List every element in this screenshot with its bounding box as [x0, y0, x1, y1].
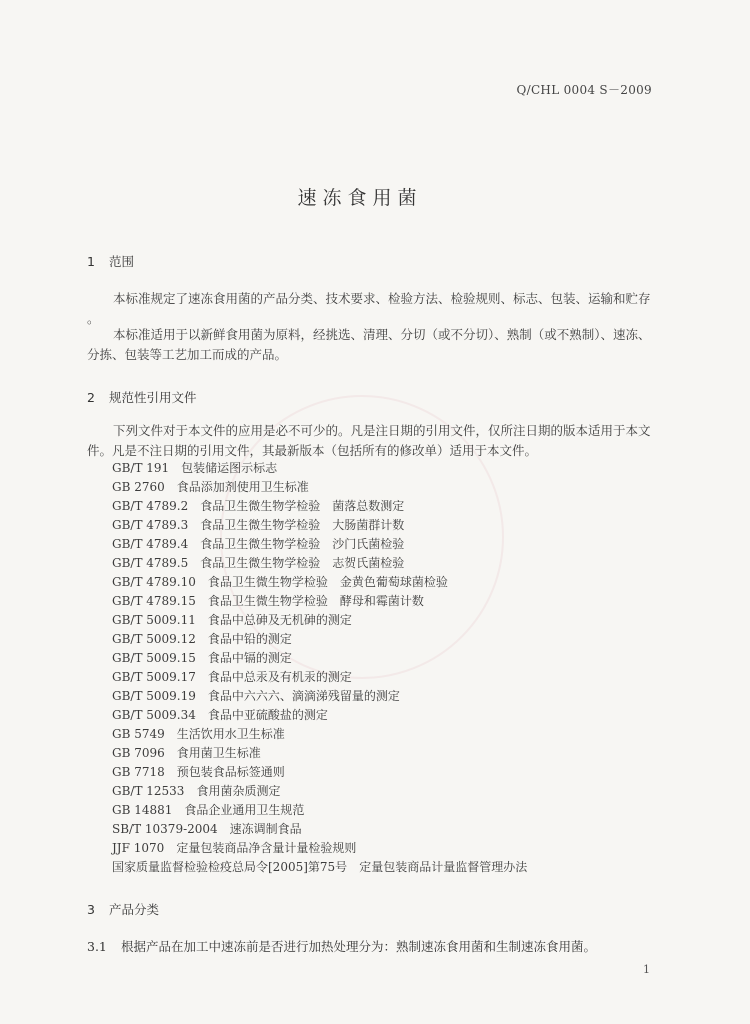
- reference-title: 食品中镉的测定: [207, 651, 292, 665]
- reference-title: 定量包装商品净含量计量检验规则: [176, 841, 357, 855]
- reference-code: GB/T 4789.2: [112, 499, 189, 513]
- reference-title: 速冻调制食品: [229, 822, 302, 836]
- document-number: Q/CHL 0004 S－2009: [516, 83, 652, 97]
- reference-item: [112, 573, 527, 592]
- page-number: 1: [643, 963, 650, 976]
- reference-item: [112, 478, 527, 497]
- reference-item: [112, 858, 527, 877]
- reference-code: GB 14881: [112, 803, 173, 817]
- reference-code: GB 2760: [112, 480, 165, 494]
- reference-item: [112, 497, 527, 516]
- reference-title: 食品卫生微生物学检验 志贺氏菌检验: [200, 556, 405, 570]
- section-title: 范围: [108, 254, 134, 269]
- references-intro: 下列文件对于本文件的应用是必不可少的。凡是注日期的引用文件，仅所注日期的版本适用于本文件。凡是不注日期的引用文件，其最新版本（包括所有的修改单）适用于本文件。: [87, 423, 651, 458]
- reference-item: [112, 801, 527, 820]
- reference-code: GB/T 191: [112, 461, 170, 475]
- reference-code: GB/T 4789.3: [112, 518, 189, 532]
- reference-item: [112, 725, 527, 744]
- reference-code: 国家质量监督检验检疫总局令[2005]第75号: [112, 860, 348, 874]
- reference-code: GB/T 4789.4: [112, 537, 189, 551]
- reference-code: GB/T 4789.10: [112, 575, 196, 589]
- page-title: 速冻食用菌: [297, 187, 423, 209]
- reference-item: [112, 611, 527, 630]
- reference-item: [112, 820, 527, 839]
- reference-code: GB/T 5009.15: [112, 651, 196, 665]
- reference-item: [112, 554, 527, 573]
- reference-item: [112, 668, 527, 687]
- reference-item: [112, 649, 527, 668]
- reference-item: [112, 535, 527, 554]
- reference-title: 食品卫生微生物学检验 大肠菌群计数: [200, 518, 405, 532]
- reference-title: 食品卫生微生物学检验 酵母和霉菌计数: [207, 594, 424, 608]
- reference-title: 定量包装商品计量监督管理办法: [359, 860, 528, 874]
- reference-title: 食品卫生微生物学检验 金黄色葡萄球菌检验: [207, 575, 448, 589]
- reference-list: [112, 459, 527, 877]
- section-number: 1: [87, 254, 95, 269]
- reference-item: [112, 744, 527, 763]
- section-title: 规范性引用文件: [108, 390, 197, 405]
- reference-item: [112, 782, 527, 801]
- reference-title: 预包装食品标签通则: [176, 765, 285, 779]
- reference-code: GB/T 4789.15: [112, 594, 196, 608]
- reference-title: 食用菌杂质测定: [196, 784, 281, 798]
- reference-code: GB/T 5009.12: [112, 632, 196, 646]
- section-3-heading: [87, 900, 159, 918]
- clause-3-1: [87, 937, 596, 955]
- clause-number: 3.1: [87, 939, 107, 954]
- reference-title: 食品卫生微生物学检验 沙门氏菌检验: [200, 537, 405, 551]
- reference-item: [112, 459, 527, 478]
- reference-code: SB/T 10379-2004: [112, 822, 218, 836]
- section-2-heading: [87, 388, 197, 406]
- reference-code: GB 7718: [112, 765, 165, 779]
- reference-title: 食品卫生微生物学检验 菌落总数测定: [200, 499, 405, 513]
- reference-code: GB/T 5009.11: [112, 613, 196, 627]
- section-1-heading: [87, 252, 134, 270]
- reference-title: 食品添加剂使用卫生标准: [176, 480, 309, 494]
- reference-title: 食品中六六六、滴滴涕残留量的测定: [207, 689, 400, 703]
- reference-item: [112, 630, 527, 649]
- scope-paragraph-2: 本标准适用于以新鲜食用菌为原料，经挑选、清理、分切（或不分切）、熟制（或不熟制）、速冻、分拣、包装等工艺加工而成的产品。: [87, 327, 651, 362]
- reference-item: [112, 516, 527, 535]
- reference-title: 食品中亚硫酸盐的测定: [207, 708, 328, 722]
- reference-title: 食用菌卫生标准: [176, 746, 261, 760]
- reference-item: [112, 839, 527, 858]
- reference-title: 食品中铅的测定: [207, 632, 292, 646]
- reference-code: GB/T 5009.19: [112, 689, 196, 703]
- scope-paragraph-1: 本标准规定了速冻食用菌的产品分类、技术要求、检验方法、检验规则、标志、包装、运输和贮存 。: [87, 291, 651, 326]
- reference-title: 食品企业通用卫生规范: [184, 803, 305, 817]
- reference-code: GB/T 4789.5: [112, 556, 189, 570]
- reference-item: [112, 706, 527, 725]
- reference-title: 食品中总砷及无机砷的测定: [207, 613, 352, 627]
- reference-code: GB/T 12533: [112, 784, 185, 798]
- section-number: 3: [87, 902, 95, 917]
- reference-code: GB 5749: [112, 727, 165, 741]
- reference-item: [112, 687, 527, 706]
- reference-code: GB 7096: [112, 746, 165, 760]
- reference-code: GB/T 5009.17: [112, 670, 196, 684]
- clause-text: 根据产品在加工中速冻前是否进行加热处理分为：熟制速冻食用菌和生制速冻食用菌。: [120, 939, 596, 954]
- reference-item: [112, 763, 527, 782]
- section-title: 产品分类: [108, 902, 159, 917]
- reference-code: GB/T 5009.34: [112, 708, 196, 722]
- reference-title: 包装储运图示标志: [181, 461, 278, 475]
- reference-code: JJF 1070: [112, 841, 165, 855]
- section-number: 2: [87, 390, 95, 405]
- reference-title: 食品中总汞及有机汞的测定: [207, 670, 352, 684]
- reference-title: 生活饮用水卫生标准: [176, 727, 285, 741]
- reference-item: [112, 592, 527, 611]
